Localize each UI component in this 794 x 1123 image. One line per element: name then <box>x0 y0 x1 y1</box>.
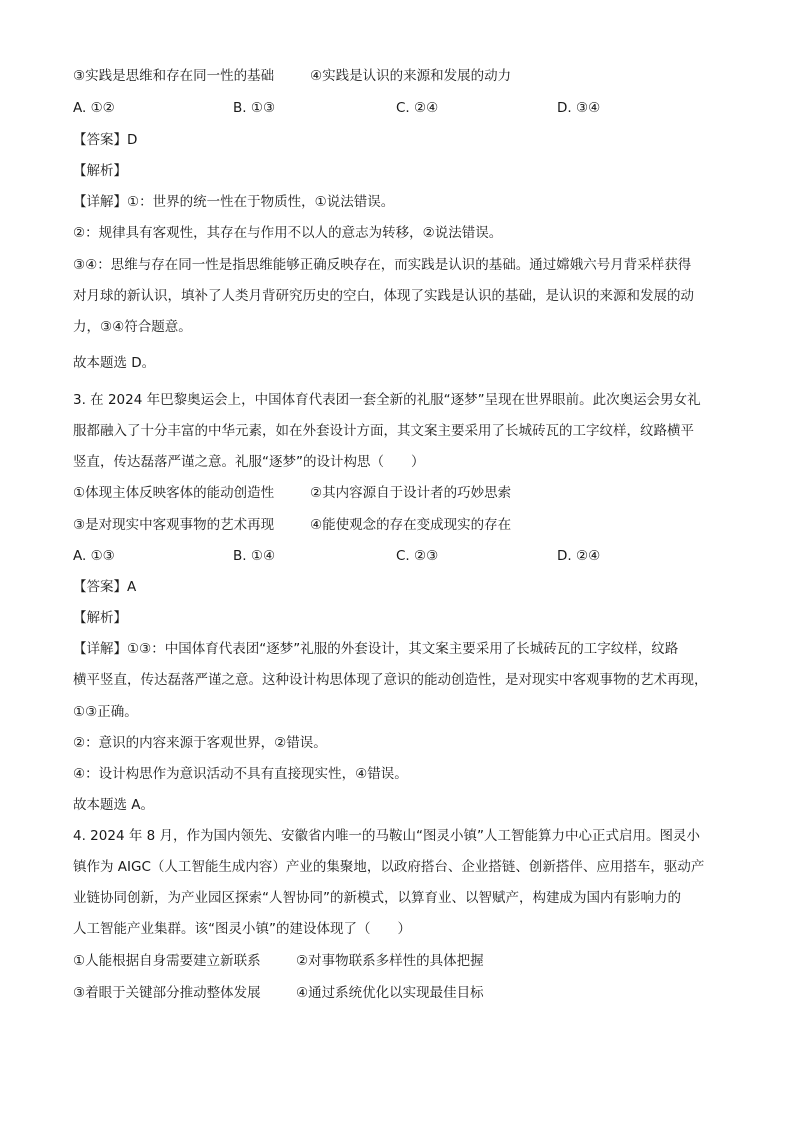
q2-statement-3: ③实践是思维和存在同一性的基础 <box>73 68 275 84</box>
q4-statement-1: ①人能根据自身需要建立新联系 <box>73 953 261 969</box>
q4-statement-4: ④通过系统优化以实现最佳目标 <box>296 985 484 1001</box>
q2-choice-c: C. ②④ <box>396 100 439 116</box>
q3-choice-d: D. ②④ <box>557 548 601 564</box>
q3-detail-line: 横平竖直，传达磊落严谨之意。这种设计构思体现了意识的能动创造性，是对现实中客观事物的艺术再现， <box>73 672 708 688</box>
q3-statement-2: ②其内容源自于设计者的巧妙思索 <box>310 485 512 501</box>
q3-choice-a: A. ①③ <box>73 548 115 564</box>
q2-choice-b: B. ①③ <box>233 100 276 116</box>
q3-answer: 【答案】A <box>73 579 137 595</box>
q2-analysis-heading: 【解析】 <box>73 163 127 179</box>
q2-choice-a: A. ①② <box>73 100 115 116</box>
q2-detail-line: 对月球的新认识，填补了人类月背研究历史的空白，体现了实践是认识的基础，是认识的来源和发展的动 <box>73 288 694 304</box>
q3-choice-b: B. ①④ <box>233 548 276 564</box>
q3-choice-c: C. ②③ <box>396 548 439 564</box>
q3-statement-4: ④能使观念的存在变成现实的存在 <box>310 517 512 533</box>
q2-detail-line: ②：规律具有客观性，其存在与作用不以人的意志为转移，②说法错误。 <box>73 225 503 241</box>
q2-detail-line: 力，③④符合题意。 <box>73 319 192 335</box>
q2-choice-d: D. ③④ <box>557 100 601 116</box>
q2-statement-4: ④实践是认识的来源和发展的动力 <box>310 68 512 84</box>
q2-statement-row-2 <box>73 67 274 85</box>
q3-statement-1: ①体现主体反映客体的能动创造性 <box>73 485 275 501</box>
q3-detail-line: ①③正确。 <box>73 704 138 720</box>
q4-stem-line: 镇作为 AIGC（人工智能生成内容）产业的集聚地，以政府搭台、企业搭链、创新搭伴、应用搭车，驱动产 <box>73 859 705 875</box>
q3-stem-line: 竖直，传达磊落严谨之意。礼服“逐梦”的设计构思（ ） <box>73 454 425 470</box>
q3-stem-line: 服都融入了十分丰富的中华元素，如在外套设计方面，其文案主要采用了长城砖瓦的工字纹样，纹路横平 <box>73 423 694 439</box>
q3-conclusion: 故本题选 A。 <box>73 797 155 813</box>
q4-stem-line: 业链协同创新，为产业园区探索“人智协同”的新模式，以算育业、以智赋产，构建成为国内有影响力的 <box>73 890 681 906</box>
q3-stem-line: 3. 在 2024 年巴黎奥运会上，中国体育代表团一套全新的礼服“逐梦”呈现在世界眼前。此次奥运会男女礼 <box>73 392 701 408</box>
q3-analysis-heading: 【解析】 <box>73 610 127 626</box>
q2-detail-line: 【详解】①：世界的统一性在于物质性，①说法错误。 <box>73 194 395 210</box>
q2-answer: 【答案】D <box>73 132 138 148</box>
q3-statement-3: ③是对现实中客观事物的艺术再现 <box>73 517 275 533</box>
q4-statement-3: ③着眼于关键部分推动整体发展 <box>73 985 261 1001</box>
q3-detail-line: 【详解】①③：中国体育代表团“逐梦”礼服的外套设计，其文案主要采用了长城砖瓦的工字纹样，纹路 <box>73 641 679 657</box>
q4-stem-line: 4. 2024 年 8 月，作为国内领先、安徽省内唯一的马鞍山“图灵小镇”人工智能算力中心正式启用。图灵小 <box>73 828 700 844</box>
q3-detail-line: ②：意识的内容来源于客观世界，②错误。 <box>73 735 327 751</box>
q3-detail-line: ④：设计构思作为意识活动不具有直接现实性，④错误。 <box>73 766 408 782</box>
q4-statement-2: ②对事物联系多样性的具体把握 <box>296 953 484 969</box>
q2-detail-line: ③④：思维与存在同一性是指思维能够正确反映存在，而实践是认识的基础。通过嫦娥六号月背采样获得 <box>73 257 692 273</box>
q2-conclusion: 故本题选 D。 <box>73 355 156 371</box>
q4-stem-line: 人工智能产业集群。该“图灵小镇”的建设体现了（ ） <box>73 921 411 937</box>
